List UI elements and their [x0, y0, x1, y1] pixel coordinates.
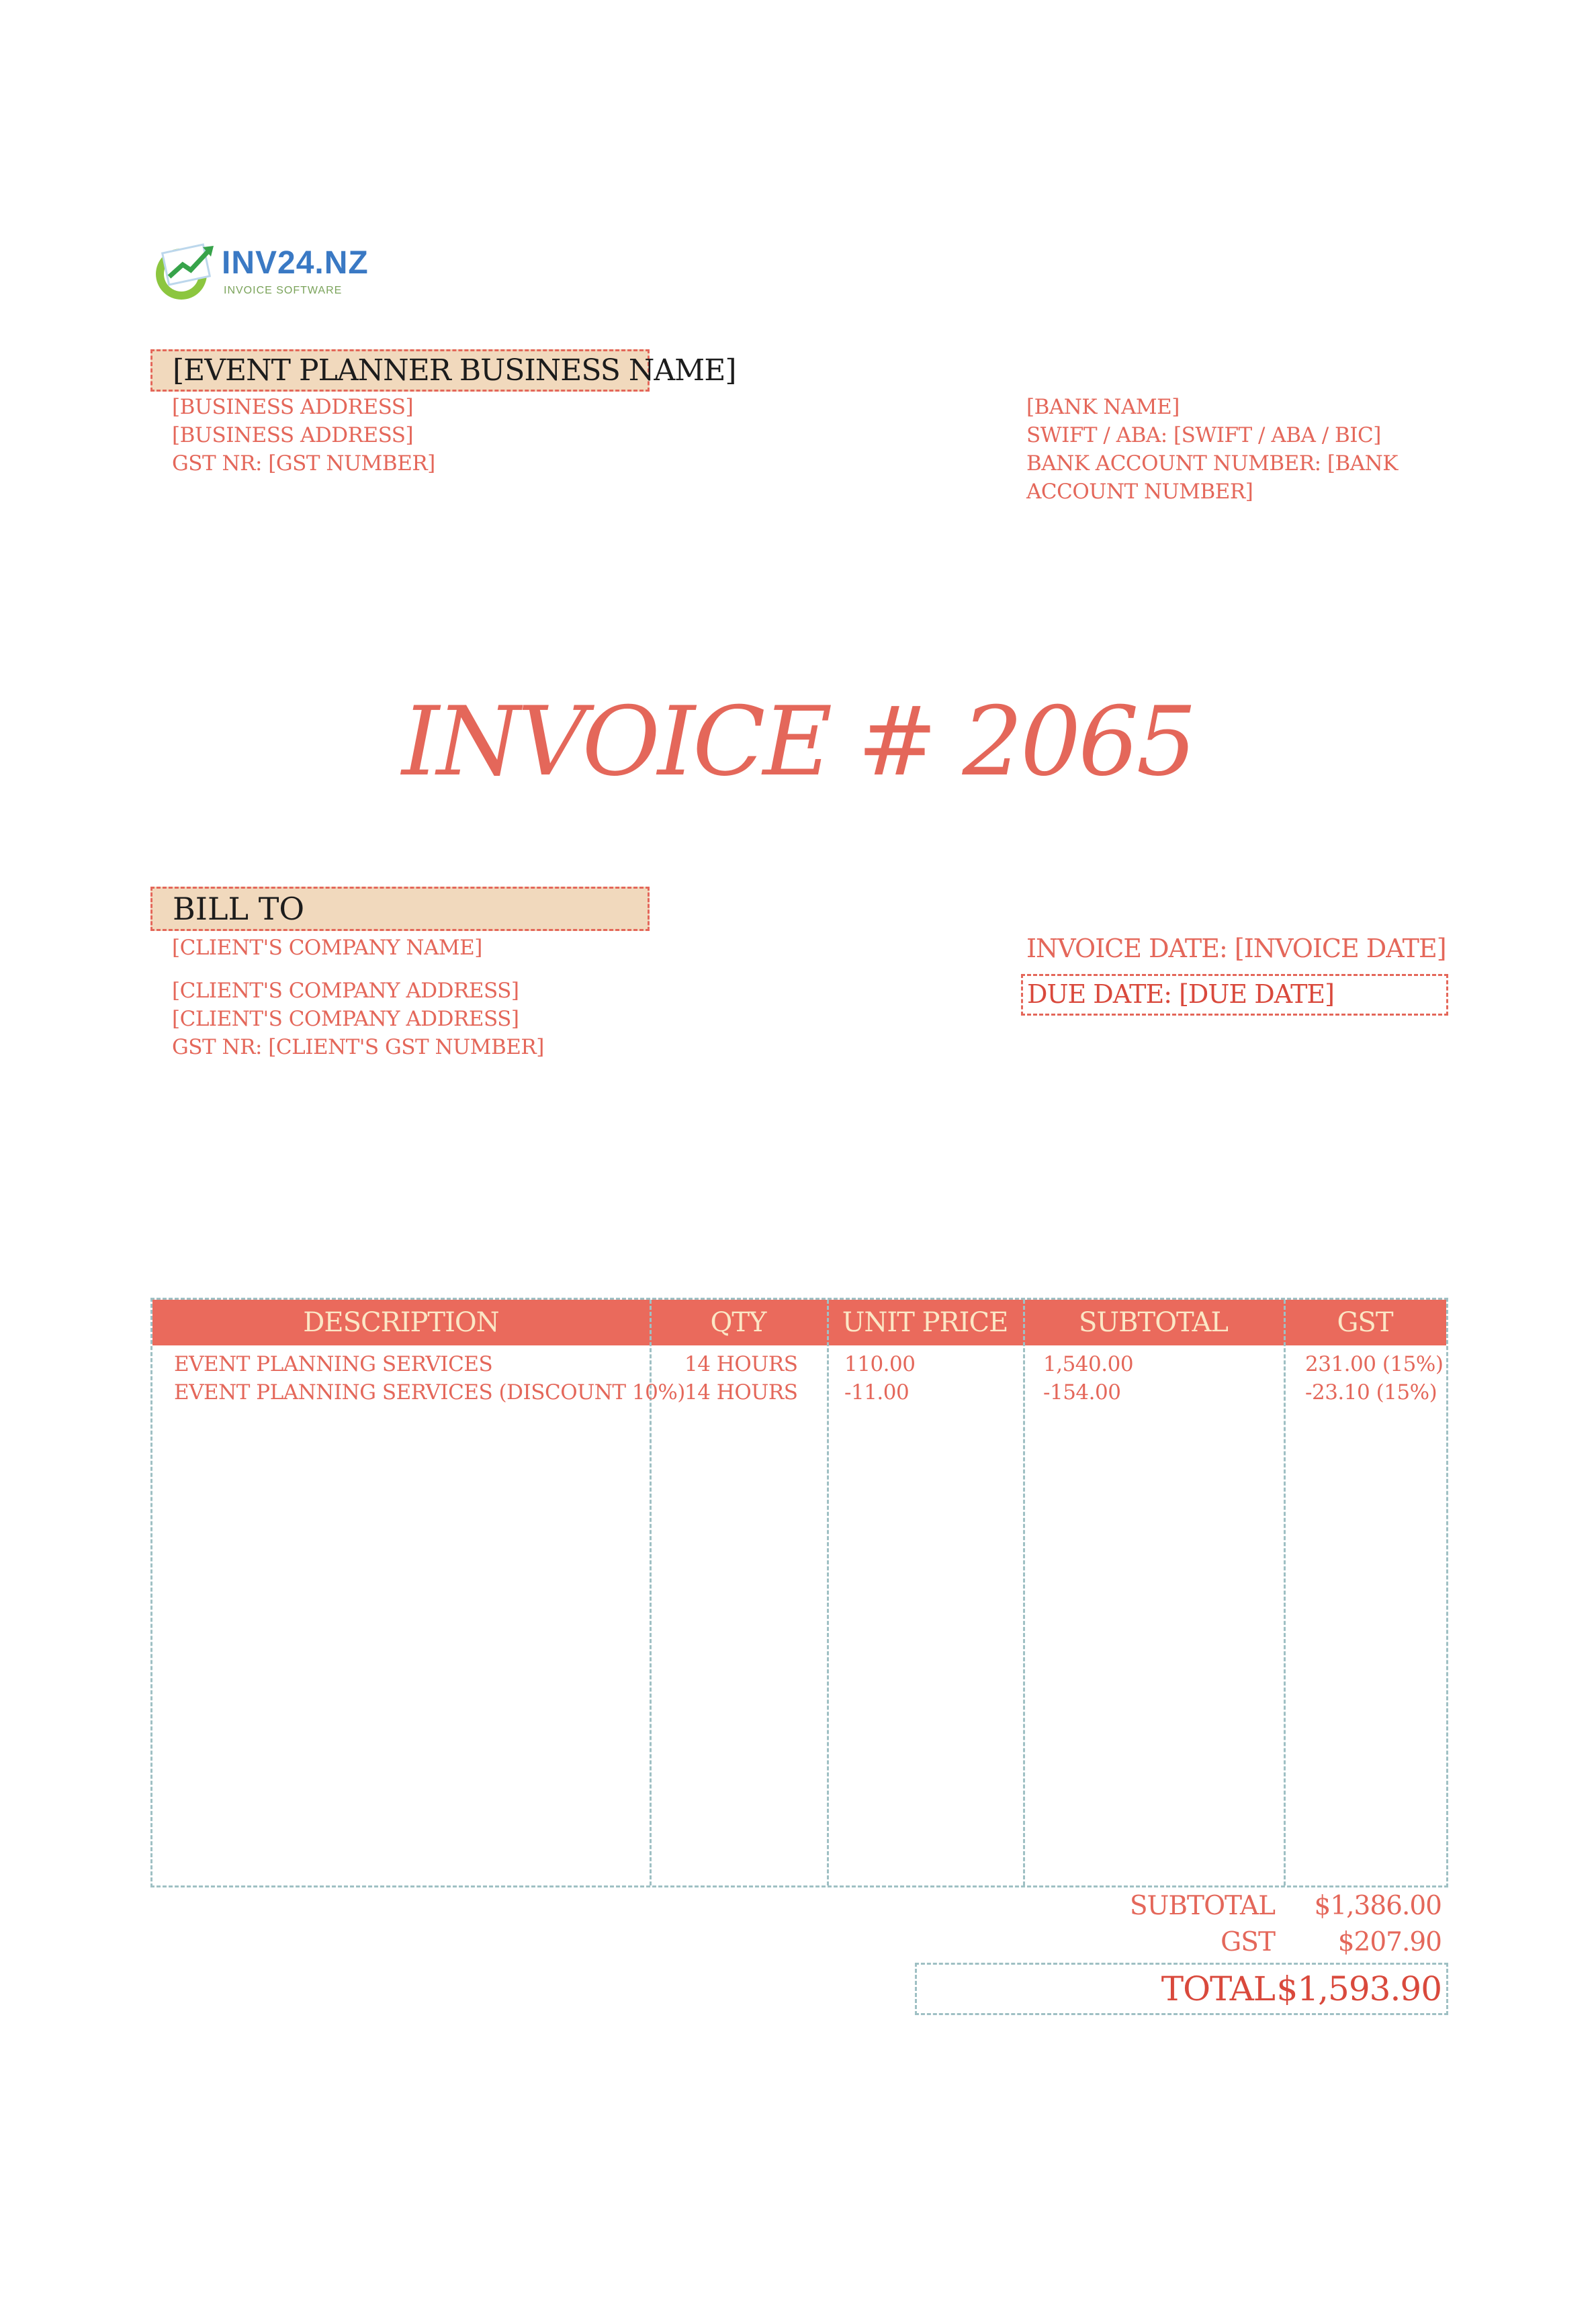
bank-name: [BANK NAME] [1026, 395, 1180, 419]
row-2-qty: 14 HOURS [684, 1380, 798, 1405]
company-logo [152, 236, 369, 310]
bank-swift: SWIFT / ABA: [SWIFT / ABA / BIC] [1026, 423, 1381, 447]
total-value: $1,593.90 [1276, 1969, 1442, 2008]
row-1-gst: 231.00 (15%) [1305, 1352, 1444, 1376]
row-2-unit-price: -11.00 [844, 1380, 910, 1405]
bill-to-heading: BILL TO [150, 887, 650, 931]
column-header-qty: QTY [710, 1307, 766, 1338]
bank-account-line-1: BANK ACCOUNT NUMBER: [BANK [1026, 451, 1398, 476]
due-date: DUE DATE: [DUE DATE] [1021, 974, 1448, 1016]
row-1-unit-price: 110.00 [844, 1352, 916, 1376]
column-divider [1284, 1300, 1286, 1885]
row-2-subtotal: -154.00 [1043, 1380, 1121, 1405]
column-divider [827, 1300, 829, 1885]
summary-subtotal-label: SUBTOTAL [1129, 1891, 1275, 1921]
client-gst: GST NR: [CLIENT'S GST NUMBER] [172, 1035, 544, 1059]
business-address-1: [BUSINESS ADDRESS] [172, 395, 414, 419]
row-1-description: EVENT PLANNING SERVICES [174, 1352, 493, 1376]
column-header-unit-price: UNIT PRICE [842, 1307, 1008, 1338]
client-address-1: [CLIENT'S COMPANY ADDRESS] [172, 979, 519, 1003]
column-header-subtotal: SUBTOTAL [1079, 1307, 1228, 1338]
row-2-description: EVENT PLANNING SERVICES (DISCOUNT 10%) [174, 1380, 685, 1405]
bank-account-line-2: ACCOUNT NUMBER] [1026, 480, 1253, 504]
invoice-title: INVOICE # 2065 [402, 686, 1194, 797]
logo-title: INV24.NZ [222, 245, 369, 281]
total-label: TOTAL [1161, 1969, 1275, 2008]
line-items-table [150, 1298, 1448, 1887]
invoice-date: INVOICE DATE: [INVOICE DATE] [1026, 934, 1446, 963]
summary-gst-value: $207.90 [1337, 1927, 1442, 1957]
column-divider [1023, 1300, 1025, 1885]
client-company-name: [CLIENT'S COMPANY NAME] [172, 936, 482, 960]
row-1-subtotal: 1,540.00 [1043, 1352, 1134, 1376]
table-header [152, 1300, 1446, 1345]
business-address-2: [BUSINESS ADDRESS] [172, 423, 414, 447]
summary-gst-label: GST [1221, 1927, 1275, 1957]
client-address-2: [CLIENT'S COMPANY ADDRESS] [172, 1007, 519, 1031]
row-2-gst: -23.10 (15%) [1305, 1380, 1437, 1405]
invoice-logo-icon [152, 236, 219, 304]
summary-subtotal-value: $1,386.00 [1314, 1891, 1442, 1921]
row-1-qty: 14 HOURS [684, 1352, 798, 1376]
column-header-gst: GST [1337, 1307, 1393, 1338]
business-gst: GST NR: [GST NUMBER] [172, 451, 435, 476]
logo-subtitle: INVOICE SOFTWARE [224, 285, 343, 296]
business-name: [EVENT PLANNER BUSINESS NAME] [150, 349, 650, 392]
column-header-description: DESCRIPTION [303, 1307, 499, 1338]
